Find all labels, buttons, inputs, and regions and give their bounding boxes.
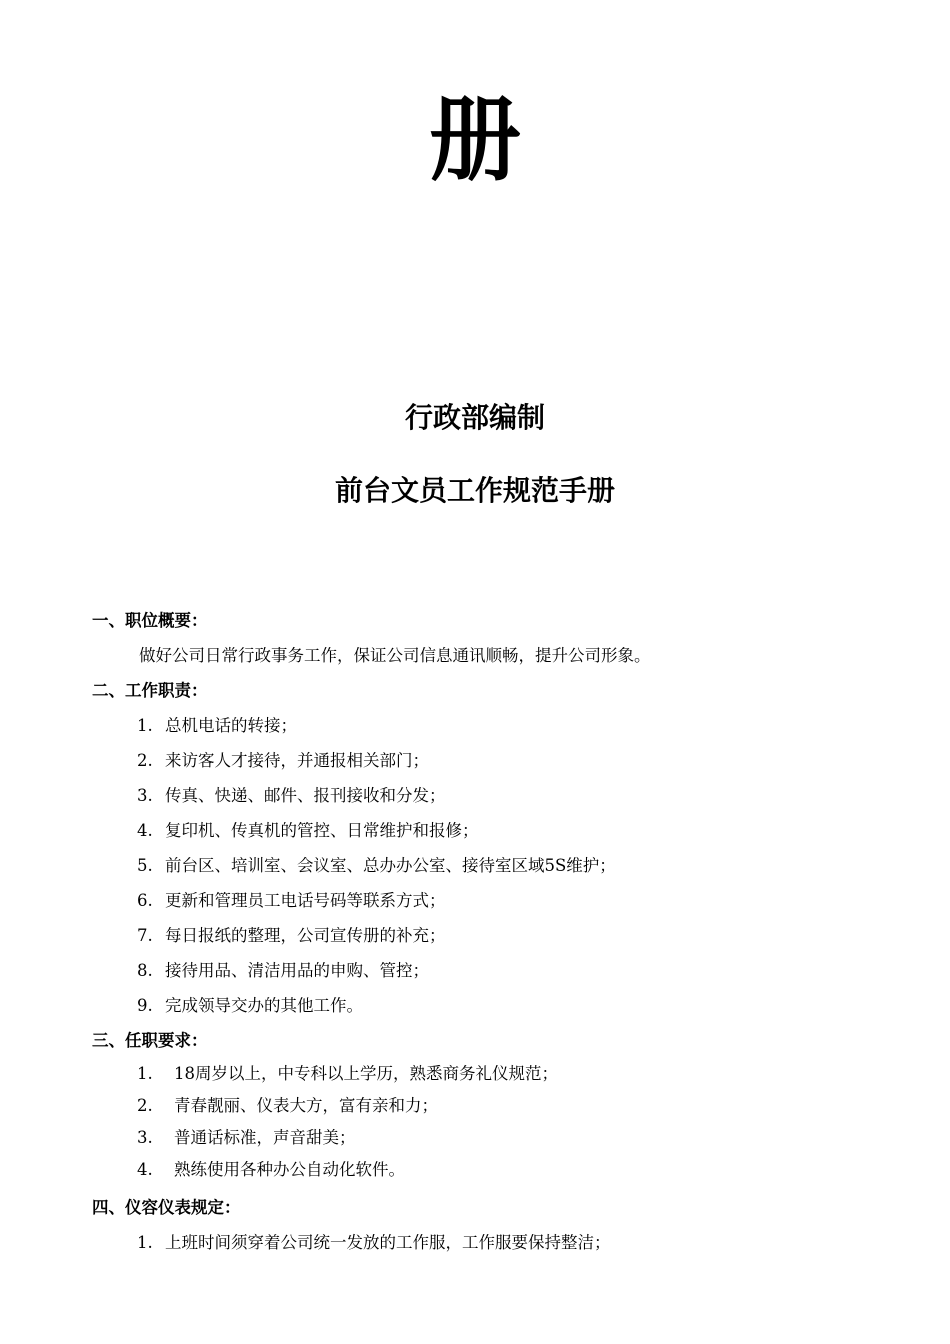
list-item-text: 上班时间须穿着公司统一发放的工作服，工作服要保持整洁； xyxy=(165,1233,611,1252)
list-item-text: 熟练使用各种办公自动化软件。 xyxy=(174,1160,405,1179)
list-item-number: 1. xyxy=(137,1233,153,1252)
list-item-number: 6. xyxy=(137,891,153,910)
list-item-text: 总机电话的转接； xyxy=(165,716,297,735)
list-item xyxy=(92,1122,892,1154)
list-item xyxy=(92,1154,892,1186)
list-item-text: 更新和管理员工电话号码等联系方式； xyxy=(165,891,446,910)
list-item-text: 接待用品、清洁用品的申购、管控； xyxy=(165,961,429,980)
list-item-number: 9. xyxy=(137,996,153,1015)
list-item xyxy=(92,813,892,848)
document-title: 前台文员工作规范手册 xyxy=(334,474,615,507)
list-item xyxy=(92,1225,892,1260)
department-label: 行政部编制 xyxy=(404,401,545,434)
requirements-list xyxy=(92,1058,892,1186)
list-item-number: 2. xyxy=(137,1096,153,1115)
list-item-number: 4. xyxy=(137,821,153,840)
section-heading-duties: 二、工作职责： xyxy=(92,681,208,700)
list-item-number: 7. xyxy=(137,926,153,945)
list-item xyxy=(92,953,892,988)
list-item-text: 传真、快递、邮件、报刊接收和分发； xyxy=(165,786,446,805)
list-item xyxy=(92,778,892,813)
list-item-text: 青春靓丽、仪表大方，富有亲和力； xyxy=(174,1096,438,1115)
list-item xyxy=(92,743,892,778)
overview-text: 做好公司日常行政事务工作，保证公司信息通讯顺畅，提升公司形象。 xyxy=(139,646,651,665)
list-item-number: 5. xyxy=(137,856,153,875)
list-item xyxy=(92,708,892,743)
list-item-text: 普通话标准，声音甜美； xyxy=(174,1128,356,1147)
list-item xyxy=(92,848,892,883)
list-item-text: 来访客人才接待，并通报相关部门； xyxy=(165,751,429,770)
list-item-number: 4. xyxy=(137,1160,153,1179)
list-item-number: 1. xyxy=(137,1064,153,1083)
list-item-text: 复印机、传真机的管控、日常维护和报修； xyxy=(165,821,479,840)
list-item-number: 8. xyxy=(137,961,153,980)
section-heading-requirements: 三、任职要求： xyxy=(92,1031,208,1050)
list-item-number: 2. xyxy=(137,751,153,770)
list-item-number: 3. xyxy=(137,1128,153,1147)
section-heading-appearance: 四、仪容仪表规定： xyxy=(92,1198,241,1217)
list-item-text: 完成领导交办的其他工作。 xyxy=(165,996,363,1015)
list-item xyxy=(92,988,892,1023)
duties-list xyxy=(92,708,892,1023)
cover-big-character: 册 xyxy=(428,86,521,194)
list-item xyxy=(92,1090,892,1122)
document-body xyxy=(92,603,892,1260)
list-item xyxy=(92,883,892,918)
list-item xyxy=(92,1058,892,1090)
list-item-number: 3. xyxy=(137,786,153,805)
list-item-text: 每日报纸的整理，公司宣传册的补充； xyxy=(165,926,446,945)
list-item-text: 前台区、培训室、会议室、总办办公室、接待室区域5S维护； xyxy=(165,856,616,875)
appearance-list xyxy=(92,1225,892,1260)
list-item xyxy=(92,918,892,953)
section-heading-overview: 一、职位概要： xyxy=(92,611,208,630)
list-item-text: 18周岁以上，中专科以上学历，熟悉商务礼仪规范； xyxy=(174,1064,558,1083)
list-item-number: 1. xyxy=(137,716,153,735)
